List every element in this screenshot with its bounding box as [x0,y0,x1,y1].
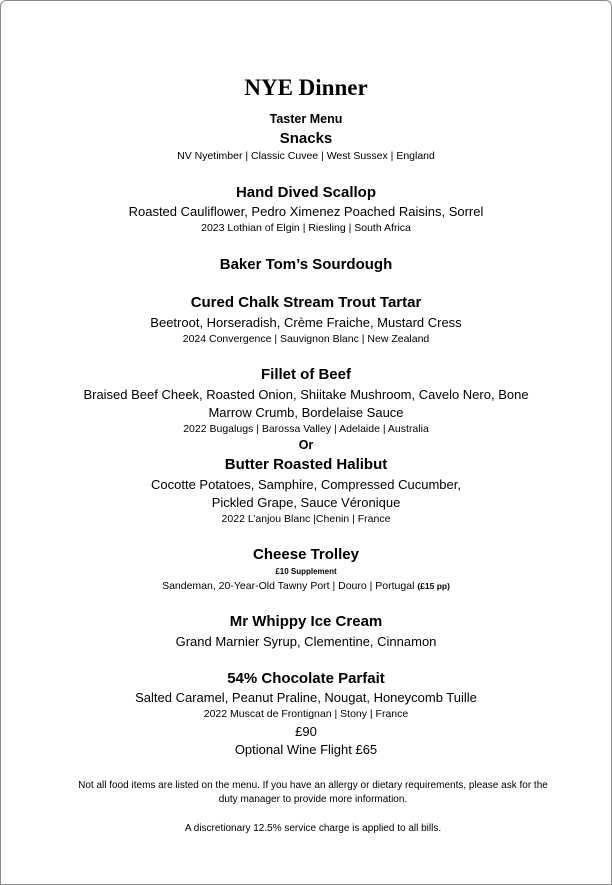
dish-snacks-name: Snacks [279,130,333,147]
dish-icecream-name: Mr Whippy Ice Cream [229,613,383,630]
dish-parfait-name: 54% Chocolate Parfait [227,670,385,687]
menu-price: £90 [295,724,317,739]
dish-halibut-wine: 2022 L’anjou Blanc |Chenin | France [221,513,391,525]
menu-subtitle: Taster Menu [269,112,343,126]
dish-halibut-description-1: Cocotte Potatoes, Samphire, Compressed Cucumber, [151,477,461,492]
dish-sourdough-name: Baker Tom’s Sourdough [219,256,393,273]
dish-scallop-description: Roasted Cauliflower, Pedro Ximenez Poached Raisins, Sorrel [128,204,484,219]
dish-halibut-description-2: Pickled Grape, Sauce Véronique [211,495,401,510]
dish-icecream-description: Grand Marnier Syrup, Clementine, Cinnamon [175,634,437,649]
dish-cheese-name: Cheese Trolley [253,546,359,563]
dish-cheese-wine-line [0,580,612,592]
dish-trout-wine: 2024 Convergence | Sauvignon Blanc | New Zealand [182,333,430,345]
dish-beef-description-2: Marrow Crumb, Bordelaise Sauce [208,405,404,420]
allergy-note: Not all food items are listed on the menu. If you have an allergy or dietary requirements, please ask for the duty manager to provide more information. [78,780,548,805]
service-charge-note: A discretionary 12.5% service charge is applied to all bills. [184,823,442,834]
dish-beef-wine: 2022 Bugalugs | Barossa Valley | Adelaide | Australia [183,423,429,435]
dish-parfait-wine: 2022 Muscat de Frontignan | Stony | France [203,708,409,720]
dish-scallop-wine: 2023 Lothian of Elgin | Riesling | South Africa [201,222,411,234]
dish-cheese-wine: Sandeman, 20-Year-Old Tawny Port | Douro | Portugal [162,580,415,592]
dish-scallop-name: Hand Dived Scallop [235,184,377,201]
dish-trout-description: Beetroot, Horseradish, Crème Fraiche, Mustard Cress [150,315,462,330]
dish-snacks-wine: NV Nyetimber | Classic Cuvee | West Sussex | England [177,150,435,162]
wine-flight-price: Optional Wine Flight £65 [234,742,378,757]
menu-title: NYE Dinner [244,75,368,100]
dish-beef-description-1: Braised Beef Cheek, Roasted Onion, Shiitake Mushroom, Cavelo Nero, Bone [83,387,529,402]
dish-beef-name: Fillet of Beef [260,366,351,383]
dish-parfait-description: Salted Caramel, Peanut Praline, Nougat, Honeycomb Tuille [135,690,477,705]
dish-cheese-supplement: £10 Supplement [275,567,337,576]
dish-cheese-wine-price: (£15 pp) [417,581,450,591]
dish-halibut-name: Butter Roasted Halibut [224,456,388,473]
or-divider: Or [298,438,314,452]
dish-trout-name: Cured Chalk Stream Trout Tartar [190,294,422,311]
